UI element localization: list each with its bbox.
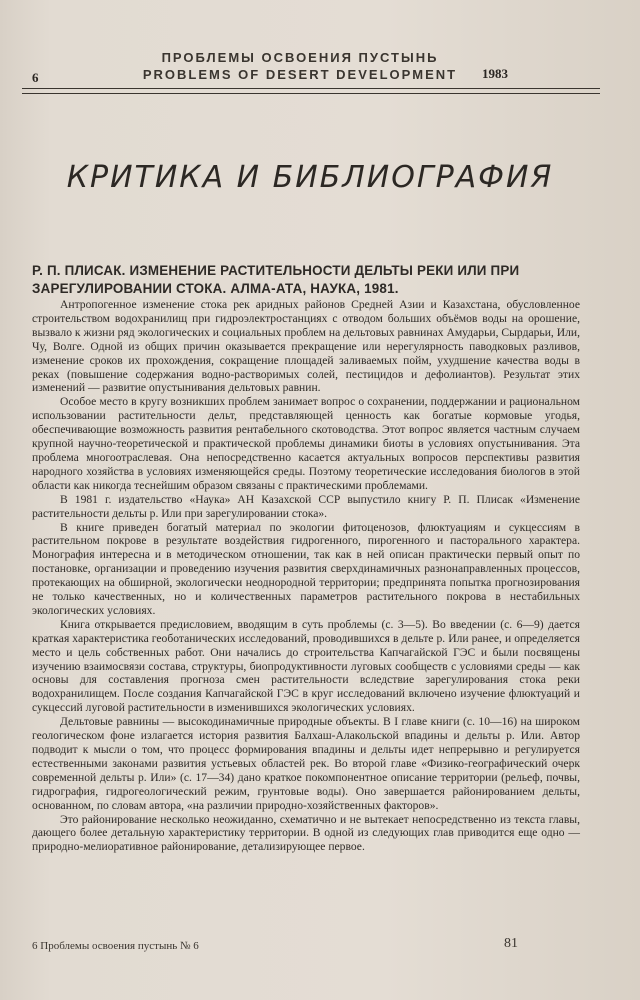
article-title-line-1: Р. П. ПЛИСАК. ИЗМЕНЕНИЕ РАСТИТЕЛЬНОСТИ ДЕЛЬТЫ РЕКИ ИЛИ ПРИ [32,263,520,278]
article-body [32,298,580,854]
article-title [32,262,580,298]
header-rule [22,88,600,89]
paragraph: Особое место в кругу возникших проблем занимает вопрос о сохранении, поддержании и рациональном использовании растительности дельт, представляющей ценность как богатые кормовые угодья, обеспечивающие возможность развития рентабельного скотоводства. Этот вопрос является частным случаем крупной научно-теоретической и практической проблемы динамики биоты в условиях опустынивания. Эта проблема многоотраслевая. Она непосредственно касается актуальных вопросов перспективы развития народного хозяйства в условиях изменяющейся среды. Поэтому теоретические исследования биологов в этой области как никогда теснейшим образом связаны с практическими проблемами. [32,395,580,492]
paragraph: Антропогенное изменение стока рек аридных районов Средней Азии и Казахстана, обусловленное строительством водохранилищ при гидроэлектростанциях с отводом больших объёмов воды на орошение, вызвало к жизни ряд экологических и социальных проблем на дельтовых равнинах Амударьи, Сырдарьи, Или, Чу, Волге. Одной из общих причин оказывается прекращение или нерегулярность паводковых разливов, изменение сроков их прохождения, сокращение площадей заливаемых пойм, ухудшение качества воды в реках (повышение содержания водно-растворимых солей, пестицидов и дефолиантов). Результат этих изменений — развитие опустынивания дельтовых равнин. [32,298,580,395]
page-number: 81 [504,936,518,951]
journal-title-english: PROBLEMS OF DESERT DEVELOPMENT [142,67,458,82]
issue-number: 6 [32,70,39,85]
paragraph: Дельтовые равнины — высокодинамичные природные объекты. В I главе книги (с. 10—16) на широком геологическом фоне излагается история развития Балхаш-Алакольской впадины и дельты р. Или. Автор подводит к мысли о том, что процесс формирования впадины и дельты идет непрерывно и регулируется естественными законами развития устьевых областей рек. Во второй главе «Физико-географический очерк современной дельты р. Или» (с. 17—34) дано краткое покомпонентное описание территории (рельеф, почвы, гидрография, гидрогеологический режим, грунтовые воды). Оно завершается районированием дельты, основанном, по словам автора, «на различии природно-хозяйственных факторов». [32,715,580,812]
journal-title-russian: ПРОБЛЕМЫ ОСВОЕНИЯ ПУСТЫНЬ [161,50,439,65]
paragraph: В книге приведен богатый материал по экологии фитоценозов, флюктуациям и сукцессиям в растительном покрове в результате воздействия гидрогенного, пирогенного и пасторального характера. Монография интересна и в методическом отношении, так как в ней описан практически первый опыт по постановке, организации и проведению изучения развития сверхдинамичных разнонаправленных процессов, протекающих на обширной, экологически неоднородной территории; предпринята попытка прогнозирования не только качественных, но и количественных параметров растительного покрова в нестабильных экологических условиях. [32,520,580,617]
section-title: КРИТИКА И БИБЛИОГРАФИЯ [66,160,554,195]
paragraph: Это районирование несколько неожиданно, схематично и не вытекает непосредственно из текста главы, дающего более детальную характеристику территории. В одной из следующих глав приводится еще одно — природно-мелиоративное районирование, детализирующее первое. [32,812,580,854]
publication-year: 1983 [482,66,508,81]
paragraph: В 1981 г. издательство «Наука» АН Казахской ССР выпустило книгу Р. П. Плисак «Изменение растительности дельты р. Или при зарегулировании стока». [32,492,580,520]
footer-note: 6 Проблемы освоения пустынь № 6 [32,940,199,952]
paragraph: Книга открывается предисловием, вводящим в суть проблемы (с. 3—5). Во введении (с. 6—9) дается краткая характеристика геоботанических исследований, проводившихся в дельте р. Или ранее, и определяется место и цель собственных работ. Они начались до строительства Капчагайской ГЭС и были посвящены изучению взаимосвязи состава, структуры, биопродуктивности луговых сообществ с условиями среды — как основы для составления прогноза смен растительности вследствие зарегулирования стока реки водохранилищем. После создания Капчагайской ГЭС в круг исследований включено изучение флюктуаций и сукцессий луговой растительности в изменившихся экологических условиях. [32,617,580,715]
article-title-line-2: ЗАРЕГУЛИРОВАНИИ СТОКА. АЛМА-АТА, НАУКА, 1981. [32,281,399,296]
header-rule-thin [22,93,600,94]
